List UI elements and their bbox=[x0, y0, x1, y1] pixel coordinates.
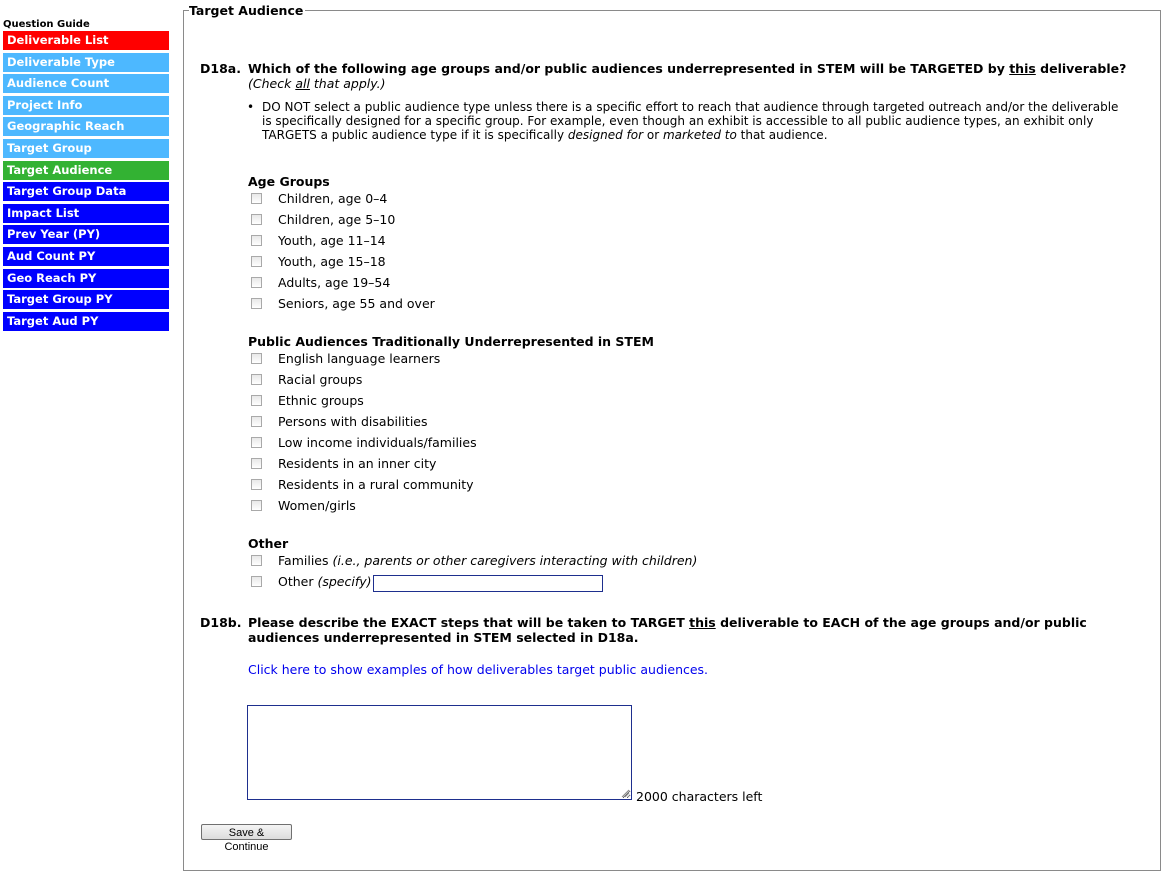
question-d18b-text: Please describe the EXACT steps that will be taken to TARGET this deliverable to EACH of the age groups and/or public audiences underrepresented in STEM selected in D18a. bbox=[248, 615, 1087, 645]
option-label: Seniors, age 55 and over bbox=[278, 296, 435, 311]
instruction-text: DO NOT select a public audience type unless there is a specific effort to reach that audience through targeted outreach and/or the deliverable is specifically designed for a specific group. For example, even though an exhibit is accessible to all public audience types, an exhibit only TARGETS a public audience type if it is specifically designed for or marketed to that audience. bbox=[262, 100, 1119, 142]
other-specify-input[interactable] bbox=[373, 575, 603, 592]
age-groups-heading: Age Groups bbox=[248, 174, 330, 189]
checkbox[interactable] bbox=[251, 374, 262, 385]
nav-impact-list[interactable]: Impact List bbox=[3, 204, 169, 223]
option-label: Children, age 5–10 bbox=[278, 212, 396, 227]
nav-target-group[interactable]: Target Group bbox=[3, 139, 169, 158]
checkbox[interactable] bbox=[251, 235, 262, 246]
nav-deliverable-list[interactable]: Deliverable List bbox=[3, 31, 169, 50]
checkbox[interactable] bbox=[251, 458, 262, 469]
checkbox[interactable] bbox=[251, 193, 262, 204]
question-d18a-text: Which of the following age groups and/or public audiences underrepresented in STEM will be TARGETED by this deliverable? (Check all that apply.) bbox=[248, 61, 1127, 91]
checkbox[interactable] bbox=[251, 479, 262, 490]
nav-target-group-data[interactable]: Target Group Data bbox=[3, 182, 169, 201]
option-label: Residents in a rural community bbox=[278, 477, 474, 492]
checkbox[interactable] bbox=[251, 395, 262, 406]
nav-geo-reach-py[interactable]: Geo Reach PY bbox=[3, 269, 169, 288]
characters-left-counter: 2000 characters left bbox=[636, 789, 763, 804]
checkbox[interactable] bbox=[251, 576, 262, 587]
option-label: Youth, age 11–14 bbox=[278, 233, 386, 248]
show-examples-link[interactable]: Click here to show examples of how deliverables target public audiences. bbox=[248, 662, 709, 677]
question-guide-nav bbox=[3, 31, 169, 331]
save-continue-button[interactable]: Save & Continue bbox=[201, 824, 292, 840]
nav-aud-count-py[interactable]: Aud Count PY bbox=[3, 247, 169, 266]
option-label: Ethnic groups bbox=[278, 393, 364, 408]
nav-project-info[interactable]: Project Info bbox=[3, 96, 169, 115]
option-label: Children, age 0–4 bbox=[278, 191, 388, 206]
nav-target-group-py[interactable]: Target Group PY bbox=[3, 290, 169, 309]
nav-prev-year[interactable]: Prev Year (PY) bbox=[3, 225, 169, 244]
question-d18a-number: D18a. bbox=[200, 61, 241, 76]
nav-target-audience[interactable]: Target Audience bbox=[3, 161, 169, 180]
option-label: Adults, age 19–54 bbox=[278, 275, 391, 290]
option-label: Low income individuals/families bbox=[278, 435, 477, 450]
checkbox[interactable] bbox=[251, 298, 262, 309]
nav-deliverable-type[interactable]: Deliverable Type bbox=[3, 53, 169, 72]
checkbox[interactable] bbox=[251, 555, 262, 566]
fieldset-legend: Target Audience bbox=[189, 3, 304, 18]
instruction-bullet bbox=[247, 100, 1127, 142]
resize-grip-icon[interactable] bbox=[621, 789, 630, 798]
question-guide-sidebar bbox=[3, 18, 169, 333]
option-label: Persons with disabilities bbox=[278, 414, 428, 429]
question-d18b-number: D18b. bbox=[200, 615, 242, 630]
option-label: Women/girls bbox=[278, 498, 356, 513]
option-label: English language learners bbox=[278, 351, 441, 366]
option-label: Other (specify) bbox=[278, 574, 372, 589]
checkbox[interactable] bbox=[251, 214, 262, 225]
option-label: Residents in an inner city bbox=[278, 456, 437, 471]
question-guide-title: Question Guide bbox=[3, 19, 90, 30]
option-label: Families (i.e., parents or other caregivers interacting with children) bbox=[278, 553, 698, 568]
checkbox[interactable] bbox=[251, 277, 262, 288]
public-audiences-heading: Public Audiences Traditionally Underrepresented in STEM bbox=[248, 334, 654, 349]
checkbox[interactable] bbox=[251, 500, 262, 511]
nav-audience-count[interactable]: Audience Count bbox=[3, 74, 169, 93]
checkbox[interactable] bbox=[251, 353, 262, 364]
other-heading: Other bbox=[248, 536, 289, 551]
checkbox[interactable] bbox=[251, 437, 262, 448]
nav-geographic-reach[interactable]: Geographic Reach bbox=[3, 117, 169, 136]
nav-target-aud-py[interactable]: Target Aud PY bbox=[3, 312, 169, 331]
checkbox[interactable] bbox=[251, 256, 262, 267]
description-textarea[interactable] bbox=[247, 705, 632, 800]
option-label: Racial groups bbox=[278, 372, 363, 387]
bullet-dot: • bbox=[247, 100, 255, 114]
checkbox[interactable] bbox=[251, 416, 262, 427]
option-label: Youth, age 15–18 bbox=[278, 254, 386, 269]
